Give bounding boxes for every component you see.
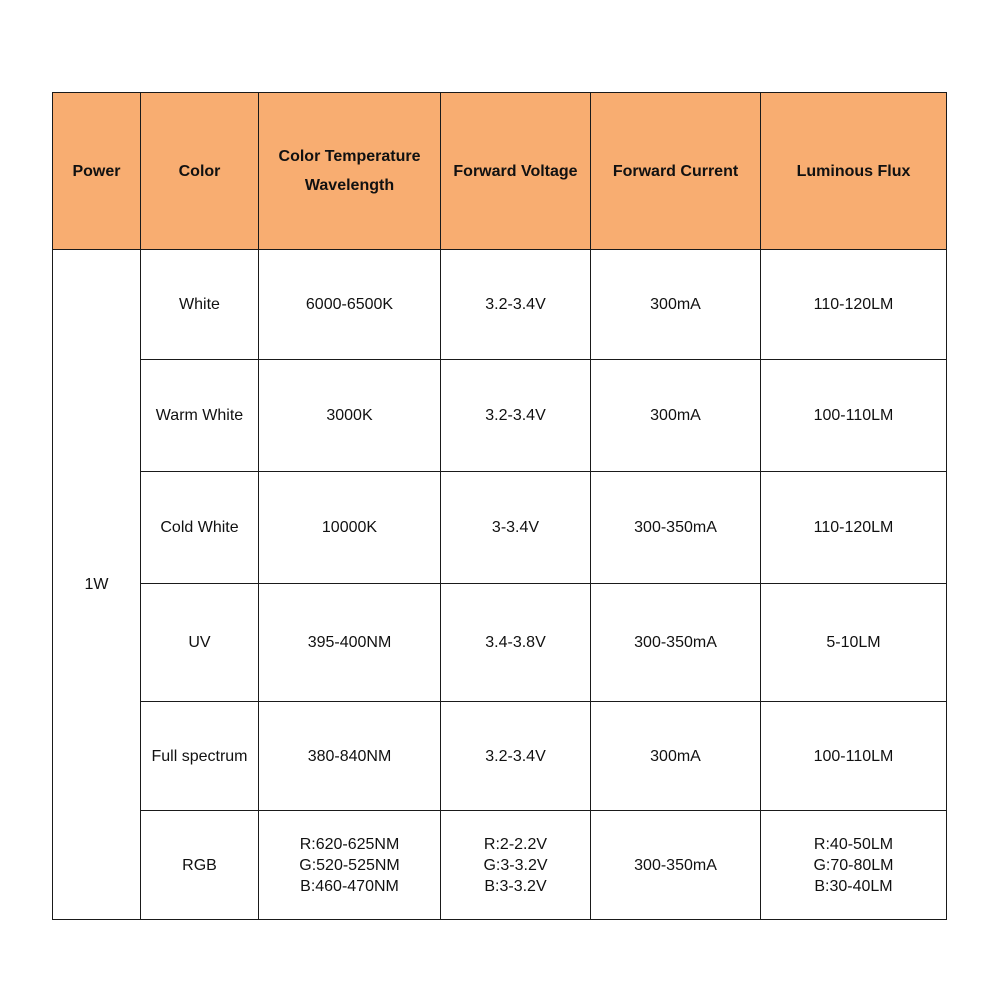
voltage-cell: 3.2-3.4V xyxy=(441,702,591,811)
voltage-cell: 3.2-3.4V xyxy=(441,360,591,472)
current-cell: 300mA xyxy=(591,360,761,472)
color-cell: White xyxy=(141,250,259,360)
current-cell: 300mA xyxy=(591,250,761,360)
temperature-cell: R:620-625NM G:520-525NM B:460-470NM xyxy=(259,811,441,920)
color-cell: Full spectrum xyxy=(141,702,259,811)
temperature-cell: 3000K xyxy=(259,360,441,472)
header-color-temperature: Color Temperature Wavelength xyxy=(259,93,441,250)
temperature-cell: 6000-6500K xyxy=(259,250,441,360)
table-row xyxy=(53,360,947,472)
current-cell: 300-350mA xyxy=(591,584,761,702)
flux-cell: 5-10LM xyxy=(761,584,947,702)
color-cell: Warm White xyxy=(141,360,259,472)
current-cell: 300mA xyxy=(591,702,761,811)
color-cell: Cold White xyxy=(141,472,259,584)
flux-cell: 100-110LM xyxy=(761,360,947,472)
flux-cell: 110-120LM xyxy=(761,472,947,584)
table-row xyxy=(53,584,947,702)
header-color: Color xyxy=(141,93,259,250)
power-cell: 1W xyxy=(53,250,141,920)
header-forward-voltage: Forward Voltage xyxy=(441,93,591,250)
header-row xyxy=(53,93,947,250)
table-row xyxy=(53,472,947,584)
voltage-cell: R:2-2.2V G:3-3.2V B:3-3.2V xyxy=(441,811,591,920)
voltage-cell: 3-3.4V xyxy=(441,472,591,584)
flux-cell: R:40-50LM G:70-80LM B:30-40LM xyxy=(761,811,947,920)
table-row xyxy=(53,250,947,360)
flux-cell: 100-110LM xyxy=(761,702,947,811)
temperature-cell: 395-400NM xyxy=(259,584,441,702)
flux-cell: 110-120LM xyxy=(761,250,947,360)
header-luminous-flux: Luminous Flux xyxy=(761,93,947,250)
table-row xyxy=(53,811,947,920)
spec-table xyxy=(52,92,947,920)
temperature-cell: 380-840NM xyxy=(259,702,441,811)
header-power: Power xyxy=(53,93,141,250)
color-cell: UV xyxy=(141,584,259,702)
color-cell: RGB xyxy=(141,811,259,920)
table-row xyxy=(53,702,947,811)
current-cell: 300-350mA xyxy=(591,811,761,920)
header-forward-current: Forward Current xyxy=(591,93,761,250)
voltage-cell: 3.2-3.4V xyxy=(441,250,591,360)
temperature-cell: 10000K xyxy=(259,472,441,584)
voltage-cell: 3.4-3.8V xyxy=(441,584,591,702)
current-cell: 300-350mA xyxy=(591,472,761,584)
